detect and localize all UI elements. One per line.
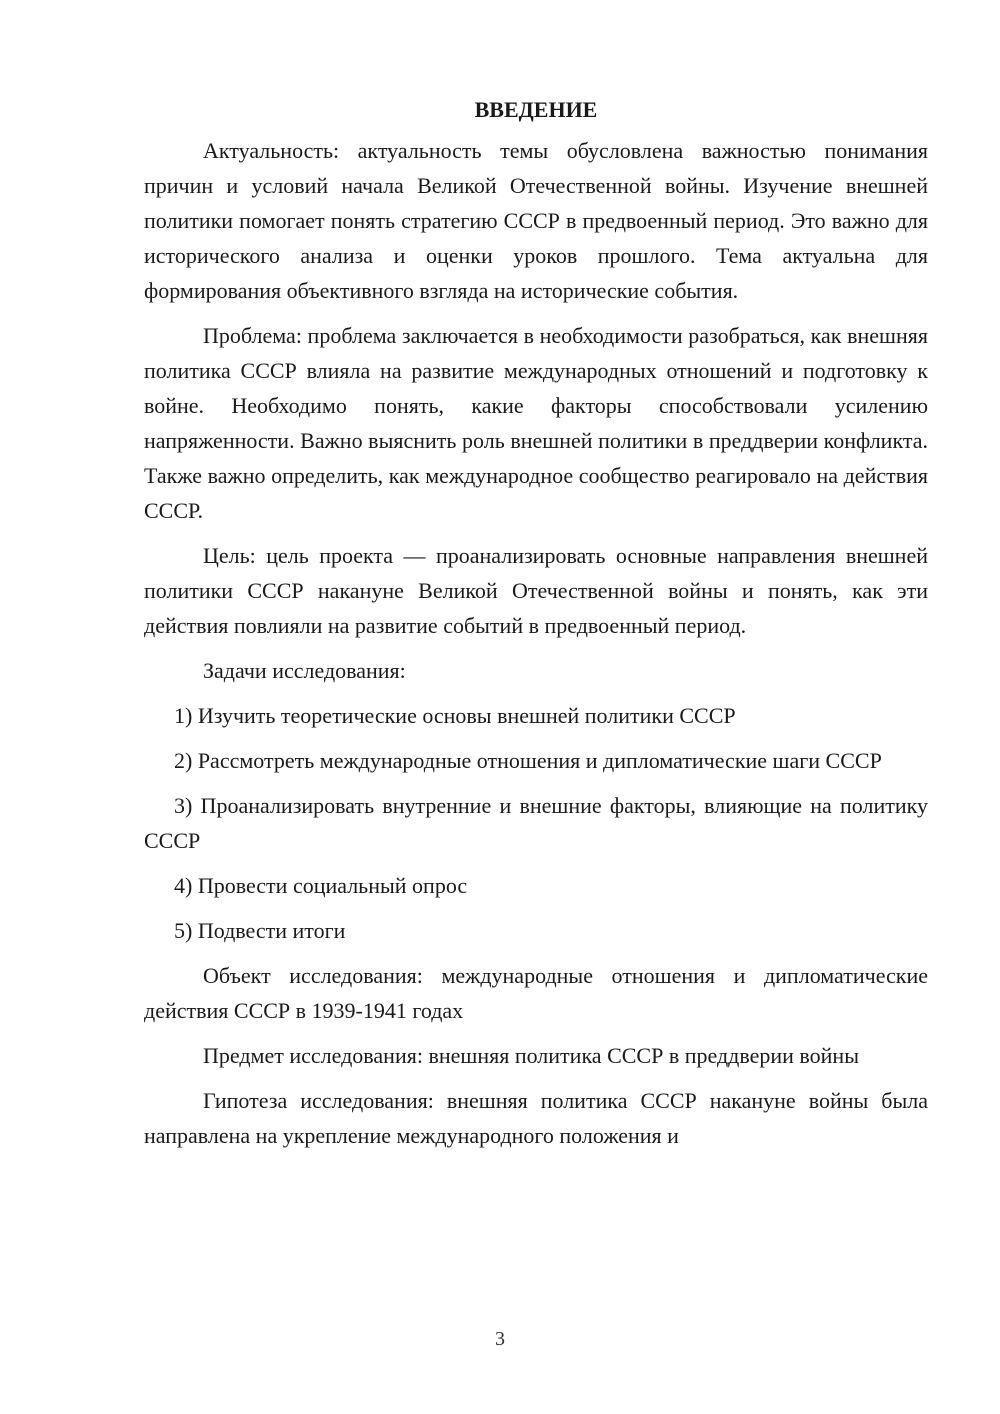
problem-paragraph: Проблема: проблема заключается в необходимости разобраться, как внешняя политика СССР влияла на развитие международных отношений и подготовку к войне. Необходимо понять, какие факторы способствовали усилению напряженности. Важно выяснить роль внешней политики в преддверии конфликта. Также важно определить, как международное сообщество реагировало на действия СССР. — [144, 323, 928, 523]
object-paragraph: Объект исследования: международные отношения и дипломатические действия СССР в 1939-1941 годах — [144, 963, 928, 1023]
page-title: ВВЕДЕНИЕ — [474, 97, 598, 122]
task-item-2: 2) Рассмотреть международные отношения и дипломатические шаги СССР — [174, 748, 882, 773]
hypothesis-paragraph: Гипотеза исследования: внешняя политика СССР накануне войны была направлена на укрепление международного положения и — [144, 1088, 928, 1148]
task-item-5: 5) Подвести итоги — [174, 918, 346, 943]
relevance-paragraph: Актуальность: актуальность темы обусловлена важностью понимания причин и условий начала Великой Отечественной войны. Изучение внешней политики помогает понять стратегию СССР в предвоенный период. Это важно для исторического анализа и оценки уроков прошлого. Тема актуальна для формирования объективного взгляда на исторические события. — [144, 138, 928, 303]
subject-paragraph: Предмет исследования: внешняя политика СССР в преддверии войны — [203, 1043, 859, 1068]
document-page — [144, 92, 928, 1163]
task-item-1: 1) Изучить теоретические основы внешней политики СССР — [174, 703, 736, 728]
task-item-3: 3) Проанализировать внутренние и внешние факторы, влияющие на политику СССР — [144, 793, 928, 853]
page-number: 3 — [495, 1328, 505, 1350]
tasks-heading: Задачи исследования: — [203, 658, 406, 683]
goal-paragraph: Цель: цель проекта — проанализировать основные направления внешней политики СССР накануне Великой Отечественной войны и понять, как эти действия повлияли на развитие событий в предвоенный период. — [144, 543, 928, 638]
task-item-4: 4) Провести социальный опрос — [174, 873, 468, 898]
